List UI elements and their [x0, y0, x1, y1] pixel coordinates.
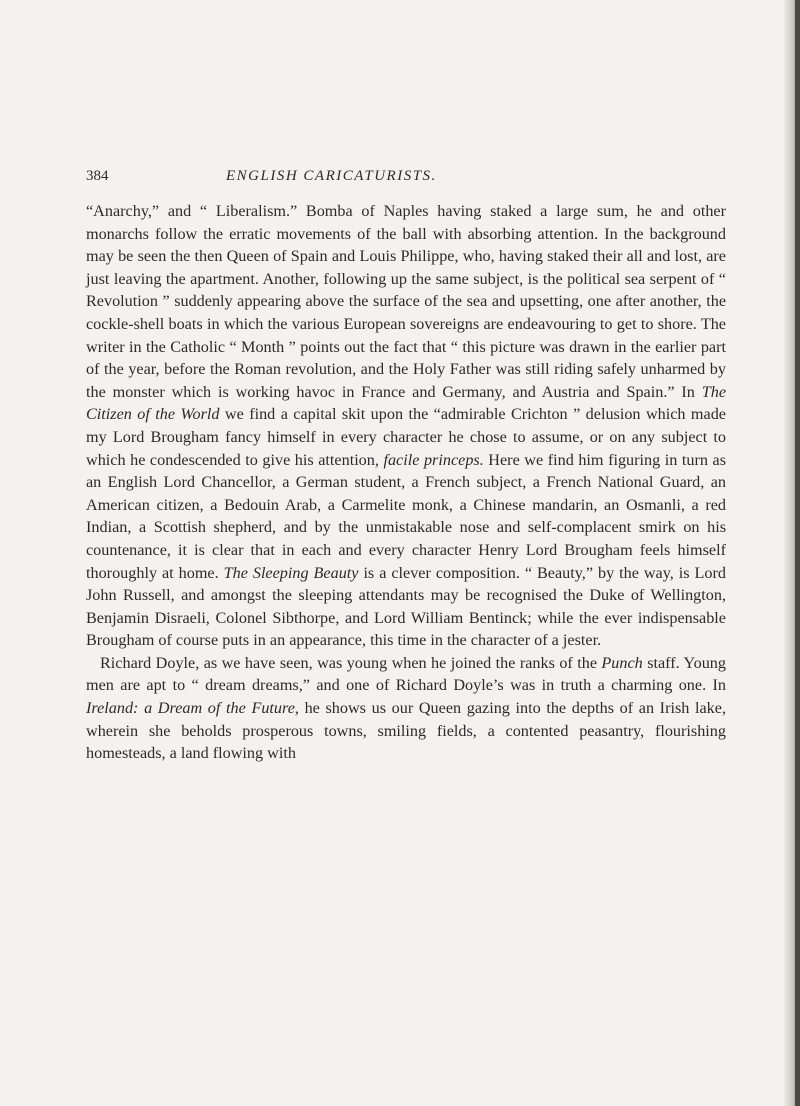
text-segment: , he shows us our Queen gazing into the depths of an Irish lake, wherein she beholds prosperous towns, smiling fields, a contented peasantry, flourishing homesteads, a land flowing with [86, 699, 726, 763]
body-text [86, 200, 726, 765]
italic-title: The Sleeping Beauty [223, 563, 359, 582]
italic-title: Ireland: a Dream of the Future [86, 699, 295, 718]
text-segment: staff. Young men are apt to “ dream dreams,” and one of Richard Doyle’s was in truth a charming one. In [86, 653, 726, 695]
page-number: 384 [86, 168, 109, 184]
italic-title: Punch [601, 653, 643, 672]
paragraph [86, 652, 726, 765]
text-segment: we find a capital skit upon the “admirable Crichton ” delusion which made my Lord Brougham fancy himself in every character he chose to assume, or on any subject to which he condescended to give his attention, [86, 405, 726, 469]
text-segment: Richard Doyle, as we have seen, was young when he joined the ranks of the [100, 653, 602, 672]
text-segment: is a clever composition. “ Beauty,” by the way, is Lord John Russell, and amongst the sleeping attendants may be recognised the Duke of Wellington, Benjamin Disraeli, Colonel Sibthorpe, and Lord William Bentinck; while the ever indispensable Brougham of course puts in an appearance, this time in the character of a jester. [86, 563, 726, 650]
italic-phrase: facile princeps. [383, 450, 484, 469]
page-edge-binding [795, 0, 800, 1106]
page-header [86, 168, 726, 192]
running-head: ENGLISH CARICATURISTS. [226, 168, 437, 184]
text-segment: Here we find him figuring in turn as an English Lord Chancellor, a German student, a French subject, a French National Guard, an American citizen, a Bedouin Arab, a Carmelite monk, a Chinese mandarin, an Osmanli, a red Indian, a Scottish shepherd, and by the unmistakable nose and self-complacent smirk on his countenance, it is clear that in each and every character Henry Lord Brougham feels himself thoroughly at home. [86, 450, 726, 582]
text-segment: “Anarchy,” and “ Liberalism.” Bomba of Naples having staked a large sum, he and other monarchs follow the erratic movements of the ball with absorbing attention. In the background may be seen the then Queen of Spain and Louis Philippe, who, having staked their all and lost, are just leaving the apartment. Another, following up the same subject, is the political sea serpent of “ Revolution ” suddenly appearing above the surface of the sea and upsetting, one after another, the cockle-shell boats in which the various European sovereigns are endeavouring to get to shore. The writer in the Catholic “ Month ” points out the fact that “ this picture was drawn in the earlier part of the year, before the Roman revolution, and the Holy Father was still riding safely unharmed by the monster which is working havoc in France and Germany, and Austria and Spain.” In [86, 202, 726, 401]
paragraph [86, 200, 726, 652]
italic-title: The Citizen of the World [86, 382, 726, 424]
